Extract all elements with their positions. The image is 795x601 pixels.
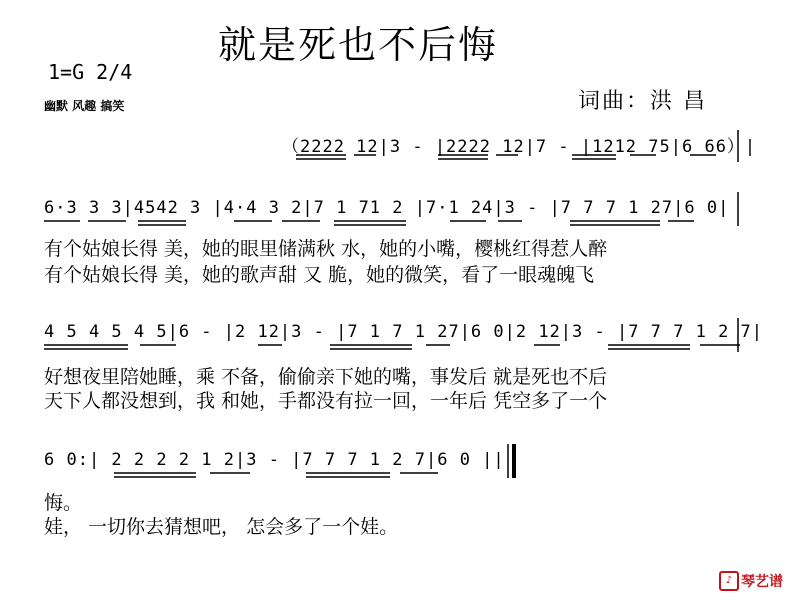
- logo-mark-icon: ♪: [719, 571, 739, 591]
- notation-line-1: 6·3 3 3|4542 3 |4·4 3 2|7 1 71 2 |7·1 24|3 - |7 7 7 1 27|6 0|: [44, 198, 730, 218]
- site-logo: [719, 571, 783, 591]
- lyric-line-3a: 悔。: [44, 492, 83, 514]
- logo-text: 琴艺谱: [741, 574, 783, 590]
- notation-line-2: 4 5 4 5 4 5|6 - |2 12|3 - |7 1 7 1 27|6 0|2 12|3 - |7 7 7 1 2 7|: [44, 322, 764, 342]
- lyric-line-1a: 有个姑娘长得 美，她的眼里储满秋 水，她的小嘴，樱桃红得惹人醉: [44, 238, 608, 260]
- notation-line-intro: （2222 12|3 - |2222 12|7 - |1212 75|6 66）|: [282, 137, 757, 157]
- lyric-line-1b: 有个姑娘长得 美，她的歌声甜 又 脆，她的微笑，看了一眼魂魄飞: [44, 264, 595, 286]
- composer-credit: 词曲：洪 昌: [578, 89, 707, 114]
- song-title: 就是死也不后悔: [218, 23, 499, 67]
- lyric-line-2a: 好想夜里陪她睡，乘 不备，偷偷亲下她的嘴，事发后 就是死也不后: [44, 366, 608, 388]
- lyric-line-3b: 娃， 一切你去猜想吧， 怎会多了一个娃。: [44, 516, 399, 538]
- notation-line-3: 6 0:| 2 2 2 2 1 2|3 - |7 7 7 1 2 7|6 0 ||: [44, 450, 505, 470]
- lyric-line-2b: 天下人都没想到，我 和她，手都没有拉一回，一年后 凭空多了一个: [44, 390, 608, 412]
- style-note: 幽默 风趣 搞笑: [44, 99, 125, 113]
- key-signature: 1=G 2/4: [48, 60, 133, 84]
